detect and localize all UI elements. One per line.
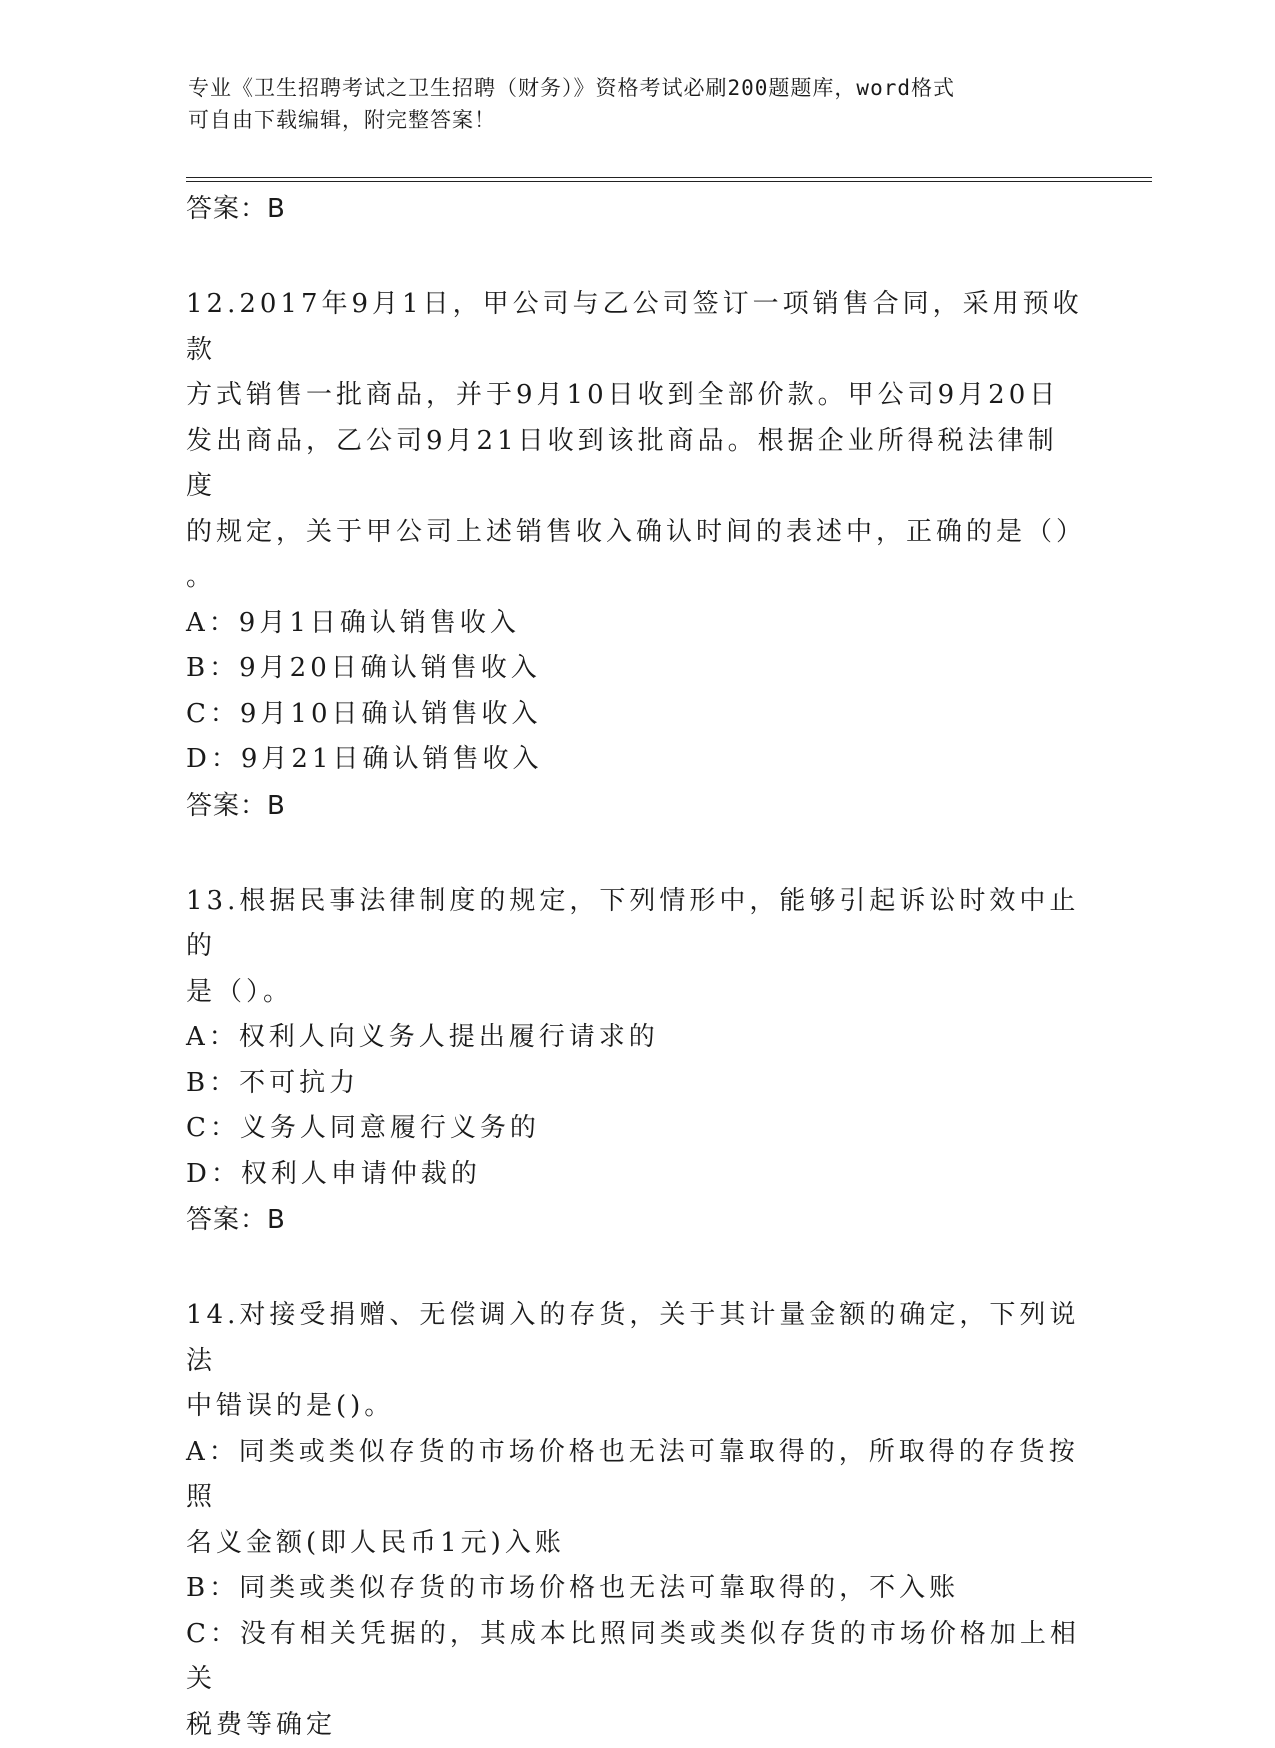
question-14 [186, 1293, 1086, 1748]
question-13-option-d: D：权利人申请仲裁的 [186, 1152, 1086, 1198]
spacer [186, 1243, 1086, 1293]
answer-11: 答案：B [186, 186, 1086, 232]
question-12-option-d: D：9月21日确认销售收入 [186, 737, 1086, 783]
question-13-option-a: A：权利人向义务人提出履行请求的 [186, 1015, 1086, 1061]
question-14-option-b: B：同类或类似存货的市场价格也无法可靠取得的，不入账 [186, 1566, 1086, 1612]
question-14-option-c: C：没有相关凭据的，其成本比照同类或类似存货的市场价格加上相关 税费等确定 [186, 1612, 1086, 1748]
answer-12: 答案：B [186, 783, 1086, 829]
header-divider [186, 177, 1152, 182]
question-13-option-b: B：不可抗力 [186, 1061, 1086, 1107]
document-header [188, 72, 1088, 136]
answer-13: 答案：B [186, 1197, 1086, 1243]
question-14-option-a: A：同类或类似存货的市场价格也无法可靠取得的，所取得的存货按照 名义金额(即人民币1元)入账 [186, 1430, 1086, 1567]
document-body [186, 186, 1086, 1748]
question-12-option-a: A：9月1日确认销售收入 [186, 601, 1086, 647]
header-line-2: 可自由下载编辑，附完整答案！ [188, 104, 1088, 136]
spacer [186, 829, 1086, 879]
question-13-text: 13.根据民事法律制度的规定，下列情形中，能够引起诉讼时效中止的 是（）。 [186, 879, 1086, 1016]
header-line-1: 专业《卫生招聘考试之卫生招聘（财务）》资格考试必刷200题题库，word格式 [188, 72, 1088, 104]
question-12-text: 12.2017年9月1日，甲公司与乙公司签订一项销售合同，采用预收款 方式销售一批商品，并于9月10日收到全部价款。甲公司9月20日 发出商品，乙公司9月21日收到该批商品。根据企业所得税法律制度 的规定，关于甲公司上述销售收入确认时间的表述中，正确的是（） 。 [186, 282, 1086, 601]
question-13 [186, 879, 1086, 1244]
question-12-option-c: C：9月10日确认销售收入 [186, 692, 1086, 738]
question-13-option-c: C：义务人同意履行义务的 [186, 1106, 1086, 1152]
spacer [186, 232, 1086, 282]
question-14-text: 14.对接受捐赠、无偿调入的存货，关于其计量金额的确定，下列说法 中错误的是()。 [186, 1293, 1086, 1430]
question-12 [186, 282, 1086, 829]
question-12-option-b: B：9月20日确认销售收入 [186, 646, 1086, 692]
